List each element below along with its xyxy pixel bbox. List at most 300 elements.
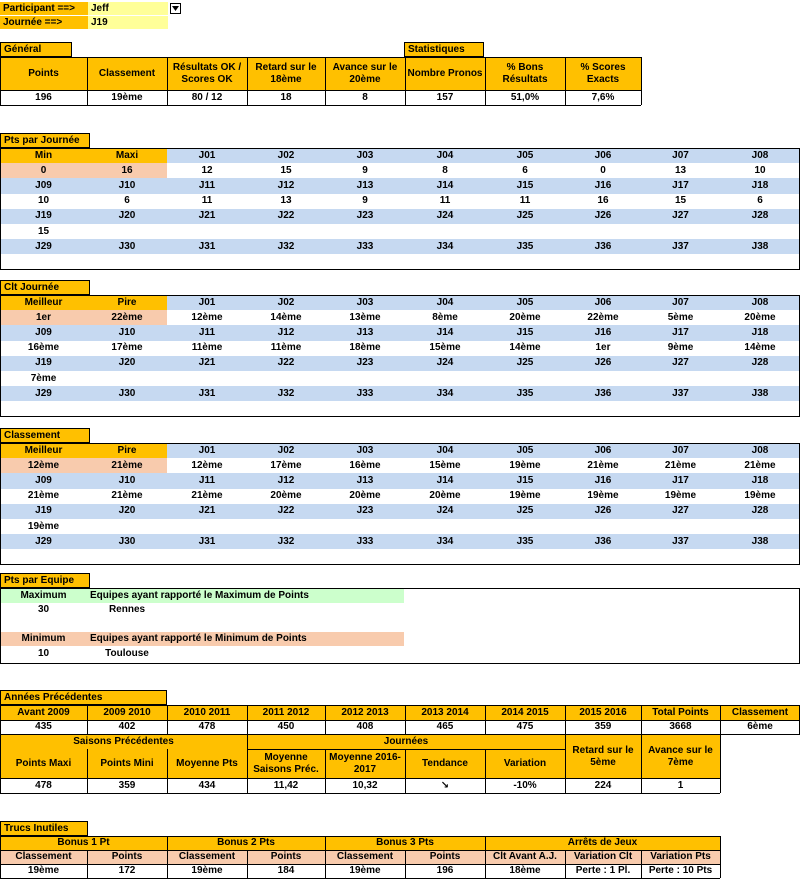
classement-cell: J35: [485, 534, 565, 549]
pts-journee-head: J05: [485, 148, 565, 163]
trucs-group-header: Arrêts de Jeux: [485, 836, 720, 850]
clt-journee-head: J01: [167, 295, 247, 310]
clt-journee-cell: 9ème: [641, 341, 720, 356]
pts-journee-cell: J32: [247, 239, 325, 254]
clt-journee-cell: J24: [405, 356, 485, 371]
clt-journee-cell: J38: [720, 386, 800, 401]
general-value: 80 / 12: [167, 90, 247, 105]
general-value: 19ème: [87, 90, 167, 105]
grid-line: [87, 749, 88, 793]
classement-cell: J21: [167, 504, 247, 519]
general-value: 18: [247, 90, 325, 105]
saisons-value: 434: [167, 778, 247, 793]
clt-journee-cell: J26: [565, 356, 641, 371]
grid-line: [325, 836, 326, 878]
clt-journee-cell: J10: [87, 325, 167, 340]
grid-line: [0, 836, 1, 878]
saisons-group-header: Saisons Précédentes: [0, 735, 247, 749]
clt-journee-cell: J21: [167, 356, 247, 371]
pts-journee-cell: J26: [565, 209, 641, 224]
general-header: Retard sur le 18ème: [247, 58, 325, 90]
grid-line: [641, 734, 642, 793]
saisons-value: 10,32: [325, 778, 405, 793]
annees-header: Classement: [720, 705, 800, 720]
pts-journee-cell: 13: [247, 194, 325, 209]
classement-cell: J31: [167, 534, 247, 549]
pts-journee-cell: J11: [167, 178, 247, 193]
pts-journee-cell: 15: [247, 163, 325, 178]
trucs-header: Points: [405, 850, 485, 864]
pts-journee-cell: J14: [405, 178, 485, 193]
classement-cell: J36: [565, 534, 641, 549]
classement-cell: J10: [87, 473, 167, 488]
clt-journee-head: J03: [325, 295, 405, 310]
trucs-header: Classement: [0, 850, 87, 864]
classement-cell: J38: [720, 534, 800, 549]
annees-header: Avant 2009: [0, 705, 87, 720]
clt-journee-cell: 20ème: [485, 310, 565, 325]
min-team: Toulouse: [87, 647, 167, 661]
clt-journee-cell: J14: [405, 325, 485, 340]
classement-cell: J24: [405, 504, 485, 519]
grid-line: [247, 850, 248, 878]
grid-line: [0, 57, 641, 58]
grid-line: [485, 57, 486, 105]
clt-journee-cell: 15ème: [405, 341, 485, 356]
pts-journee-cell: 9: [325, 194, 405, 209]
grid-line: [485, 836, 486, 878]
min-value: 10: [0, 647, 87, 661]
pts-journee-cell: J12: [247, 178, 325, 193]
trucs-header: Variation Clt: [565, 850, 641, 864]
pts-journee-cell: J35: [485, 239, 565, 254]
classement-cell: J16: [565, 473, 641, 488]
saisons-header: Moyenne 2016-2017: [325, 749, 405, 778]
clt-journee-cell: 20ème: [720, 310, 800, 325]
clt-journee-cell: J16: [565, 325, 641, 340]
clt-journee-cell: J20: [87, 356, 167, 371]
section-title-statistiques: Statistiques: [404, 42, 484, 57]
general-header: Résultats OK / Scores OK: [167, 58, 247, 90]
grid-line: [0, 57, 1, 105]
saisons-header: Moyenne Saisons Préc.: [247, 749, 325, 778]
pts-journee-head: J06: [565, 148, 641, 163]
section-title-classement: Classement: [0, 428, 90, 443]
clt-journee-cell: 18ème: [325, 341, 405, 356]
grid-line: [565, 705, 566, 734]
grid-line: [565, 850, 566, 878]
pts-journee-head: J02: [247, 148, 325, 163]
classement-cell: J14: [405, 473, 485, 488]
annees-header: Total Points: [641, 705, 720, 720]
pts-journee-cell: 9: [325, 163, 405, 178]
annees-header: 2010 2011: [167, 705, 247, 720]
section-title-clt-journee: Clt Journée: [0, 280, 90, 295]
clt-journee-head: J05: [485, 295, 565, 310]
classement-cell: J18: [720, 473, 800, 488]
clt-journee-cell: J31: [167, 386, 247, 401]
trucs-group-header: Bonus 1 Pt: [0, 836, 167, 850]
classement-cell: 19ème: [485, 458, 565, 473]
pts-journee-cell: J36: [565, 239, 641, 254]
classement-cell: 21ème: [167, 489, 247, 504]
clt-journee-head: Meilleur: [0, 295, 87, 310]
annees-value: 435: [0, 720, 87, 734]
clt-journee-cell: J22: [247, 356, 325, 371]
pts-journee-cell: 13: [641, 163, 720, 178]
trucs-value: 19ème: [325, 864, 405, 878]
classement-cell: 17ème: [247, 458, 325, 473]
grid-line: [0, 864, 720, 865]
pts-journee-table-border: [0, 148, 800, 270]
classement-head: J01: [167, 443, 247, 458]
participant-label: Participant ==>: [0, 2, 88, 15]
classement-cell: J30: [87, 534, 167, 549]
grid-line: [247, 705, 248, 734]
classement-cell: 19ème: [720, 489, 800, 504]
pts-journee-cell: 10: [0, 194, 87, 209]
saisons-header: Points Maxi: [0, 749, 87, 778]
pts-journee-cell: J15: [485, 178, 565, 193]
grid-line: [0, 720, 800, 721]
trend-down-arrow-icon: ↘: [405, 778, 485, 793]
pts-journee-head: J04: [405, 148, 485, 163]
classement-cell: J25: [485, 504, 565, 519]
grid-line: [485, 749, 486, 793]
clt-journee-head: J08: [720, 295, 800, 310]
grid-line: [0, 836, 720, 837]
clt-journee-cell: J37: [641, 386, 720, 401]
pts-journee-cell: J24: [405, 209, 485, 224]
pts-journee-cell: 10: [720, 163, 800, 178]
pts-journee-cell: J20: [87, 209, 167, 224]
section-title-pts-equipe: Pts par Equipe: [0, 573, 90, 588]
general-value: 8: [325, 90, 405, 105]
pts-journee-cell: J17: [641, 178, 720, 193]
clt-journee-cell: J33: [325, 386, 405, 401]
classement-cell: J20: [87, 504, 167, 519]
grid-line: [167, 705, 168, 734]
pts-journee-cell: 11: [405, 194, 485, 209]
pts-journee-head: Maxi: [87, 148, 167, 163]
max-description: Equipes ayant rapporté le Maximum de Points: [87, 589, 404, 603]
clt-journee-cell: J25: [485, 356, 565, 371]
grid-line: [247, 749, 565, 750]
pts-journee-cell: 15: [641, 194, 720, 209]
classement-table-border: [0, 443, 800, 565]
grid-line: [641, 850, 642, 878]
clt-journee-cell: 5ème: [641, 310, 720, 325]
pts-journee-cell: 12: [167, 163, 247, 178]
general-value: 7,6%: [565, 90, 641, 105]
saisons-value: 1: [641, 778, 720, 793]
pts-journee-head: J03: [325, 148, 405, 163]
clt-journee-cell: J36: [565, 386, 641, 401]
pts-journee-cell: J28: [720, 209, 800, 224]
classement-cell: 12ème: [0, 458, 87, 473]
trucs-header: Classement: [167, 850, 247, 864]
annees-value: 6ème: [720, 720, 800, 734]
classement-cell: J17: [641, 473, 720, 488]
clt-journee-head: Pire: [87, 295, 167, 310]
grid-line: [167, 57, 168, 105]
journee-label: Journée ==>: [0, 16, 88, 29]
grid-line: [720, 705, 721, 734]
clt-journee-cell: 11ème: [167, 341, 247, 356]
general-header: Classement: [87, 58, 167, 90]
classement-head: J05: [485, 443, 565, 458]
pts-journee-cell: 15: [0, 224, 87, 239]
pts-journee-cell: 16: [87, 163, 167, 178]
grid-line: [405, 749, 406, 793]
clt-journee-cell: 14ème: [247, 310, 325, 325]
trucs-header: Classement: [325, 850, 405, 864]
classement-head: J03: [325, 443, 405, 458]
classement-head: J02: [247, 443, 325, 458]
clt-journee-cell: 8ème: [405, 310, 485, 325]
general-value: 157: [405, 90, 485, 105]
clt-journee-cell: 14ème: [485, 341, 565, 356]
clt-journee-cell: J29: [0, 386, 87, 401]
pts-journee-cell: J31: [167, 239, 247, 254]
grid-line: [0, 850, 720, 851]
classement-cell: J23: [325, 504, 405, 519]
annees-value: 475: [485, 720, 565, 734]
classement-cell: 20ème: [325, 489, 405, 504]
journee-value[interactable]: J19: [88, 16, 168, 29]
pts-journee-cell: 11: [485, 194, 565, 209]
grid-line: [0, 734, 1, 793]
annees-value: 465: [405, 720, 485, 734]
clt-journee-cell: 1er: [0, 310, 87, 325]
clt-journee-head: J04: [405, 295, 485, 310]
pts-journee-head: Min: [0, 148, 87, 163]
general-value: 51,0%: [485, 90, 565, 105]
annees-value: 3668: [641, 720, 720, 734]
saisons-value: -10%: [485, 778, 565, 793]
classement-cell: J26: [565, 504, 641, 519]
clt-journee-cell: 11ème: [247, 341, 325, 356]
grid-line: [720, 836, 721, 878]
classement-cell: 20ème: [405, 489, 485, 504]
grid-line: [405, 705, 406, 734]
general-header: % Bons Résultats: [485, 58, 565, 90]
section-title-pts-journee: Pts par Journée: [0, 133, 90, 148]
max-team: Rennes: [87, 603, 167, 617]
saisons-header: Points Mini: [87, 749, 167, 778]
section-title-general: Général: [0, 42, 72, 57]
clt-journee-cell: J12: [247, 325, 325, 340]
pts-journee-head: J01: [167, 148, 247, 163]
pts-journee-cell: J19: [0, 209, 87, 224]
classement-cell: 21ème: [87, 458, 167, 473]
grid-line: [247, 734, 248, 793]
grid-line: [565, 734, 566, 793]
classement-cell: 21ème: [0, 489, 87, 504]
classement-cell: 21ème: [641, 458, 720, 473]
trucs-group-header: Bonus 2 Pts: [167, 836, 325, 850]
pts-journee-cell: J29: [0, 239, 87, 254]
pts-journee-cell: J33: [325, 239, 405, 254]
grid-line: [325, 749, 326, 793]
classement-cell: J22: [247, 504, 325, 519]
classement-cell: J32: [247, 534, 325, 549]
annees-header: 2012 2013: [325, 705, 405, 720]
classement-cell: 12ème: [167, 458, 247, 473]
clt-journee-cell: 12ème: [167, 310, 247, 325]
clt-journee-cell: J30: [87, 386, 167, 401]
grid-line: [325, 705, 326, 734]
clt-journee-cell: J17: [641, 325, 720, 340]
clt-journee-cell: J34: [405, 386, 485, 401]
annees-value: 478: [167, 720, 247, 734]
clt-journee-cell: 16ème: [0, 341, 87, 356]
classement-cell: J28: [720, 504, 800, 519]
annees-header: 2011 2012: [247, 705, 325, 720]
clt-journee-cell: J32: [247, 386, 325, 401]
clt-journee-head: J07: [641, 295, 720, 310]
trucs-value: 184: [247, 864, 325, 878]
classement-head: J07: [641, 443, 720, 458]
annees-value: 450: [247, 720, 325, 734]
annees-header: 2009 2010: [87, 705, 167, 720]
trucs-header: Points: [247, 850, 325, 864]
saisons-header: Tendance: [405, 749, 485, 778]
trucs-value: 18ème: [485, 864, 565, 878]
saisons-value: 478: [0, 778, 87, 793]
classement-head: Pire: [87, 443, 167, 458]
general-header: Nombre Pronos: [405, 58, 485, 90]
annees-value: 408: [325, 720, 405, 734]
pts-journee-cell: J16: [565, 178, 641, 193]
participant-value[interactable]: Jeff: [88, 2, 168, 15]
grid-line: [565, 57, 566, 105]
classement-head: J06: [565, 443, 641, 458]
classement-cell: J15: [485, 473, 565, 488]
annees-header: 2015 2016: [565, 705, 641, 720]
grid-line: [485, 705, 486, 734]
grid-line: [0, 105, 641, 106]
classement-cell: J37: [641, 534, 720, 549]
grid-line: [0, 705, 1, 734]
pts-journee-cell: 0: [565, 163, 641, 178]
general-header: Avance sur le 20ème: [325, 58, 405, 90]
grid-line: [0, 878, 720, 879]
clt-journee-cell: J28: [720, 356, 800, 371]
grid-line: [641, 705, 642, 734]
grid-line: [720, 734, 721, 793]
grid-line: [0, 705, 800, 706]
pts-journee-cell: 6: [87, 194, 167, 209]
trucs-value: Perte : 10 Pts: [641, 864, 720, 878]
classement-head: J04: [405, 443, 485, 458]
min-description: Equipes ayant rapporté le Minimum de Points: [87, 632, 404, 646]
clt-journee-cell: J19: [0, 356, 87, 371]
pts-journee-cell: J13: [325, 178, 405, 193]
pts-journee-cell: J30: [87, 239, 167, 254]
classement-cell: 15ème: [405, 458, 485, 473]
classement-cell: J09: [0, 473, 87, 488]
general-header: Points: [0, 58, 87, 90]
grid-line: [0, 793, 720, 794]
grid-line: [325, 57, 326, 105]
clt-journee-cell: 1er: [565, 341, 641, 356]
pts-equipe-border: [0, 588, 800, 664]
classement-cell: J27: [641, 504, 720, 519]
saisons-header: Moyenne Pts: [167, 749, 247, 778]
chevron-down-icon[interactable]: [170, 3, 181, 14]
trucs-value: 196: [405, 864, 485, 878]
classement-cell: J13: [325, 473, 405, 488]
saisons-value: 224: [565, 778, 641, 793]
classement-cell: J11: [167, 473, 247, 488]
pts-journee-cell: J22: [247, 209, 325, 224]
pts-journee-cell: J23: [325, 209, 405, 224]
annees-header: 2014 2015: [485, 705, 565, 720]
pts-journee-cell: J10: [87, 178, 167, 193]
saisons-header: Retard sur le 5ème: [565, 735, 641, 778]
trucs-header: Points: [87, 850, 167, 864]
clt-journee-cell: 22ème: [87, 310, 167, 325]
trucs-group-header: Bonus 3 Pts: [325, 836, 485, 850]
classement-cell: 21ème: [87, 489, 167, 504]
trucs-value: 172: [87, 864, 167, 878]
clt-journee-cell: J18: [720, 325, 800, 340]
grid-line: [87, 57, 88, 105]
pts-journee-cell: J27: [641, 209, 720, 224]
pts-journee-cell: 16: [565, 194, 641, 209]
annees-value: 359: [565, 720, 641, 734]
max-value: 30: [0, 603, 87, 617]
classement-head: J08: [720, 443, 800, 458]
grid-line: [641, 57, 642, 105]
grid-line: [0, 734, 720, 735]
clt-journee-cell: 17ème: [87, 341, 167, 356]
trucs-header: Clt Avant A.J.: [485, 850, 565, 864]
classement-cell: 19ème: [485, 489, 565, 504]
classement-cell: 20ème: [247, 489, 325, 504]
classement-cell: J33: [325, 534, 405, 549]
pts-journee-head: J08: [720, 148, 800, 163]
general-header: % Scores Exacts: [565, 58, 641, 90]
pts-journee-cell: 6: [485, 163, 565, 178]
classement-cell: 16ème: [325, 458, 405, 473]
grid-line: [247, 57, 248, 105]
grid-line: [87, 705, 88, 734]
pts-journee-cell: J25: [485, 209, 565, 224]
classement-cell: J19: [0, 504, 87, 519]
clt-journee-cell: J11: [167, 325, 247, 340]
clt-journee-cell: 14ème: [720, 341, 800, 356]
clt-journee-cell: J35: [485, 386, 565, 401]
clt-journee-cell: 22ème: [565, 310, 641, 325]
saisons-value: 359: [87, 778, 167, 793]
clt-journee-head: J02: [247, 295, 325, 310]
grid-line: [0, 778, 720, 779]
pts-journee-cell: J37: [641, 239, 720, 254]
classement-cell: 21ème: [720, 458, 800, 473]
classement-cell: 19ème: [565, 489, 641, 504]
pts-journee-cell: 11: [167, 194, 247, 209]
grid-line: [0, 90, 641, 91]
trucs-header: Variation Pts: [641, 850, 720, 864]
classement-cell: J29: [0, 534, 87, 549]
pts-journee-cell: J09: [0, 178, 87, 193]
min-label: Minimum: [0, 632, 87, 646]
grid-line: [405, 57, 406, 105]
max-label: Maximum: [0, 589, 87, 603]
pts-journee-cell: J21: [167, 209, 247, 224]
